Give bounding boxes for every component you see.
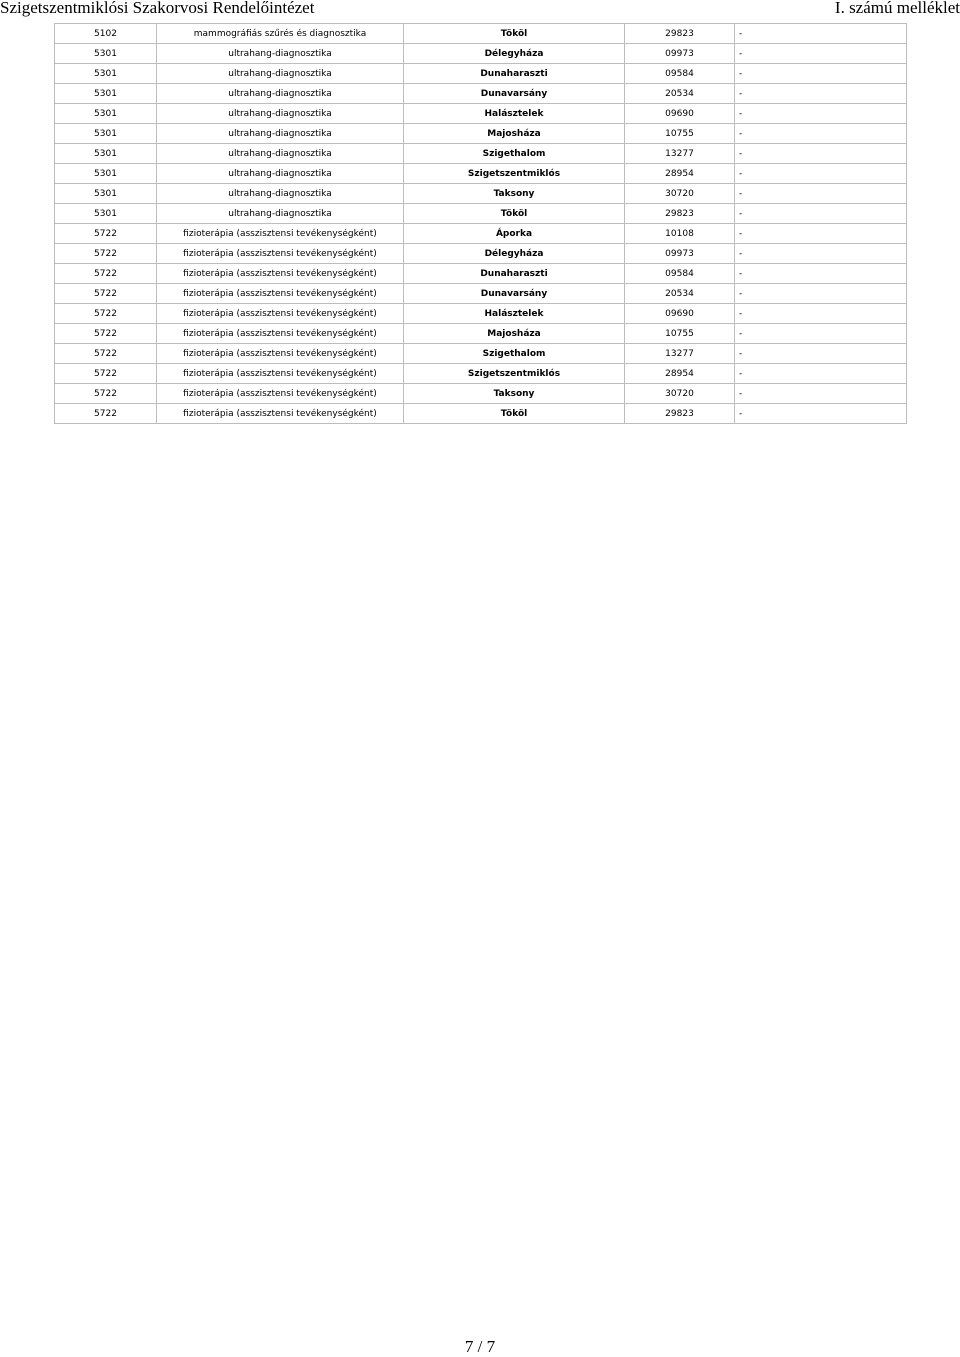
table-row — [55, 404, 907, 424]
header-appendix-label: I. számú melléklet — [834, 0, 960, 17]
service-name-cell: ultrahang-diagnosztika — [157, 164, 404, 184]
settlement-code-cell: 28954 — [625, 164, 735, 184]
extra-cell: - — [735, 304, 907, 324]
settlement-code-cell: 30720 — [625, 384, 735, 404]
page-number: 7 / 7 — [464, 1337, 496, 1356]
settlement-code-cell: 09690 — [625, 304, 735, 324]
table-row — [55, 64, 907, 84]
settlement-code-cell: 20534 — [625, 84, 735, 104]
extra-cell: - — [735, 164, 907, 184]
settlement-cell: Halásztelek — [404, 104, 625, 124]
extra-cell: - — [735, 244, 907, 264]
settlement-code-cell: 10755 — [625, 124, 735, 144]
settlement-code-cell: 10755 — [625, 324, 735, 344]
settlement-code-cell: 09973 — [625, 244, 735, 264]
service-code-cell: 5722 — [55, 264, 157, 284]
service-name-cell: ultrahang-diagnosztika — [157, 64, 404, 84]
header-institution-name: Szigetszentmiklósi Szakorvosi Rendelőintézet — [0, 0, 315, 17]
services-table — [54, 23, 907, 424]
service-name-cell: fizioterápia (asszisztensi tevékenységként) — [157, 344, 404, 364]
extra-cell: - — [735, 64, 907, 84]
settlement-cell: Taksony — [404, 384, 625, 404]
settlement-cell: Dunavarsány — [404, 284, 625, 304]
settlement-code-cell: 20534 — [625, 284, 735, 304]
table-row — [55, 344, 907, 364]
service-name-cell: ultrahang-diagnosztika — [157, 104, 404, 124]
service-code-cell: 5722 — [55, 284, 157, 304]
settlement-cell: Szigethalom — [404, 344, 625, 364]
settlement-code-cell: 29823 — [625, 404, 735, 424]
settlement-code-cell: 30720 — [625, 184, 735, 204]
service-code-cell: 5301 — [55, 64, 157, 84]
service-code-cell: 5722 — [55, 384, 157, 404]
settlement-code-cell: 09973 — [625, 44, 735, 64]
extra-cell: - — [735, 44, 907, 64]
service-code-cell: 5301 — [55, 124, 157, 144]
table-row — [55, 104, 907, 124]
extra-cell: - — [735, 24, 907, 44]
service-name-cell: ultrahang-diagnosztika — [157, 124, 404, 144]
table-row — [55, 284, 907, 304]
settlement-code-cell: 28954 — [625, 364, 735, 384]
service-name-cell: ultrahang-diagnosztika — [157, 144, 404, 164]
service-name-cell: ultrahang-diagnosztika — [157, 204, 404, 224]
service-code-cell: 5301 — [55, 84, 157, 104]
extra-cell: - — [735, 204, 907, 224]
services-table-container — [54, 23, 907, 424]
service-name-cell: fizioterápia (asszisztensi tevékenységként) — [157, 404, 404, 424]
service-code-cell: 5722 — [55, 364, 157, 384]
table-row — [55, 24, 907, 44]
settlement-code-cell: 13277 — [625, 144, 735, 164]
extra-cell: - — [735, 364, 907, 384]
service-name-cell: fizioterápia (asszisztensi tevékenységként) — [157, 364, 404, 384]
service-name-cell: fizioterápia (asszisztensi tevékenységként) — [157, 224, 404, 244]
service-name-cell: fizioterápia (asszisztensi tevékenységként) — [157, 284, 404, 304]
settlement-code-cell: 10108 — [625, 224, 735, 244]
service-code-cell: 5722 — [55, 324, 157, 344]
table-row — [55, 84, 907, 104]
extra-cell: - — [735, 264, 907, 284]
service-name-cell: fizioterápia (asszisztensi tevékenységként) — [157, 304, 404, 324]
service-code-cell: 5301 — [55, 144, 157, 164]
settlement-cell: Áporka — [404, 224, 625, 244]
service-code-cell: 5102 — [55, 24, 157, 44]
service-name-cell: mammográfiás szűrés és diagnosztika — [157, 24, 404, 44]
settlement-cell: Tököl — [404, 24, 625, 44]
settlement-cell: Halásztelek — [404, 304, 625, 324]
settlement-cell: Szigetszentmiklós — [404, 364, 625, 384]
service-name-cell: fizioterápia (asszisztensi tevékenységként) — [157, 244, 404, 264]
table-row — [55, 164, 907, 184]
settlement-cell: Dunaharaszti — [404, 64, 625, 84]
settlement-cell: Taksony — [404, 184, 625, 204]
extra-cell: - — [735, 404, 907, 424]
service-name-cell: fizioterápia (asszisztensi tevékenységként) — [157, 264, 404, 284]
settlement-code-cell: 09584 — [625, 264, 735, 284]
extra-cell: - — [735, 144, 907, 164]
settlement-cell: Dunavarsány — [404, 84, 625, 104]
service-code-cell: 5722 — [55, 304, 157, 324]
settlement-code-cell: 29823 — [625, 204, 735, 224]
settlement-code-cell: 09690 — [625, 104, 735, 124]
table-row — [55, 204, 907, 224]
table-row — [55, 224, 907, 244]
table-row — [55, 324, 907, 344]
extra-cell: - — [735, 124, 907, 144]
settlement-cell: Szigetszentmiklós — [404, 164, 625, 184]
settlement-cell: Tököl — [404, 204, 625, 224]
settlement-cell: Szigethalom — [404, 144, 625, 164]
table-row — [55, 244, 907, 264]
service-code-cell: 5722 — [55, 404, 157, 424]
table-row — [55, 384, 907, 404]
settlement-code-cell: 29823 — [625, 24, 735, 44]
service-name-cell: fizioterápia (asszisztensi tevékenységként) — [157, 324, 404, 344]
table-row — [55, 184, 907, 204]
service-code-cell: 5301 — [55, 184, 157, 204]
extra-cell: - — [735, 284, 907, 304]
service-code-cell: 5722 — [55, 344, 157, 364]
table-row — [55, 304, 907, 324]
table-row — [55, 44, 907, 64]
service-code-cell: 5301 — [55, 164, 157, 184]
settlement-cell: Délegyháza — [404, 244, 625, 264]
table-row — [55, 364, 907, 384]
service-code-cell: 5722 — [55, 224, 157, 244]
extra-cell: - — [735, 224, 907, 244]
settlement-cell: Dunaharaszti — [404, 264, 625, 284]
settlement-cell: Délegyháza — [404, 44, 625, 64]
service-name-cell: ultrahang-diagnosztika — [157, 84, 404, 104]
extra-cell: - — [735, 104, 907, 124]
extra-cell: - — [735, 184, 907, 204]
service-code-cell: 5301 — [55, 104, 157, 124]
extra-cell: - — [735, 324, 907, 344]
settlement-cell: Tököl — [404, 404, 625, 424]
settlement-cell: Majosháza — [404, 324, 625, 344]
extra-cell: - — [735, 344, 907, 364]
table-row — [55, 264, 907, 284]
table-row — [55, 124, 907, 144]
settlement-cell: Majosháza — [404, 124, 625, 144]
extra-cell: - — [735, 384, 907, 404]
service-name-cell: fizioterápia (asszisztensi tevékenységként) — [157, 384, 404, 404]
extra-cell: - — [735, 84, 907, 104]
service-name-cell: ultrahang-diagnosztika — [157, 44, 404, 64]
service-name-cell: ultrahang-diagnosztika — [157, 184, 404, 204]
service-code-cell: 5301 — [55, 44, 157, 64]
settlement-code-cell: 13277 — [625, 344, 735, 364]
services-table-body — [55, 24, 907, 424]
settlement-code-cell: 09584 — [625, 64, 735, 84]
service-code-cell: 5722 — [55, 244, 157, 264]
service-code-cell: 5301 — [55, 204, 157, 224]
table-row — [55, 144, 907, 164]
